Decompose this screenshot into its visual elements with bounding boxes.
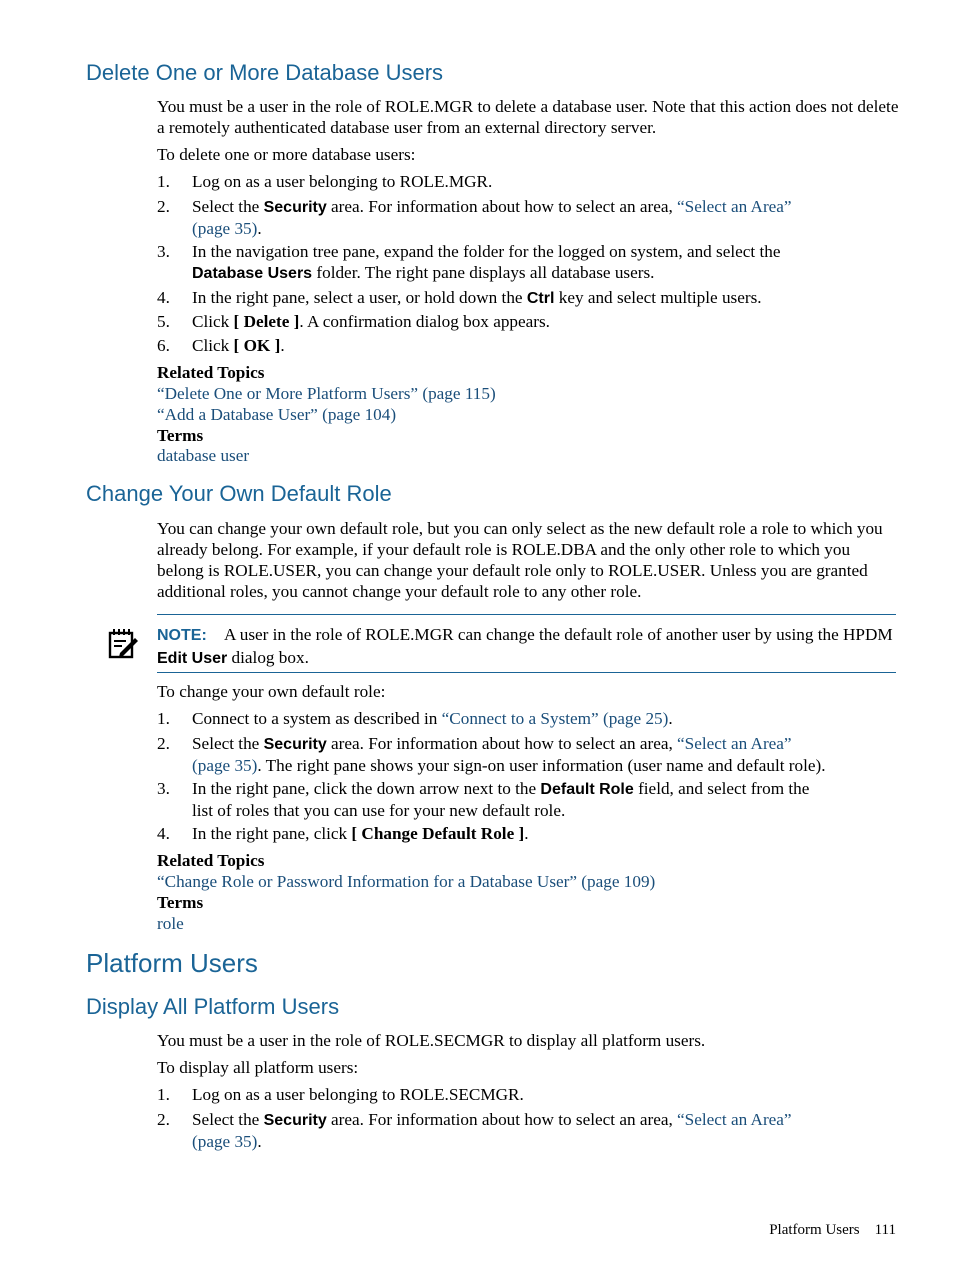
- section-title-delete-db-users: Delete One or More Database Users: [86, 60, 444, 85]
- link-add-database-user[interactable]: “Add a Database User” (page 104): [157, 405, 397, 424]
- link-select-area[interactable]: “Select an Area”: [677, 197, 792, 216]
- ui-term: Security: [263, 1112, 327, 1129]
- step-number: 2.: [157, 1110, 170, 1129]
- step-number: 2.: [157, 734, 170, 753]
- ui-term: Ctrl: [526, 290, 555, 307]
- note-box: NOTE: A user in the role of ROLE.MGR can change the default role of another user by using the HPDM Edit User dialog box.: [157, 625, 893, 667]
- ui-term: Security: [263, 199, 327, 216]
- link-page-35[interactable]: (page 35): [192, 756, 258, 775]
- section2-intro: You can change your own default role, but you can only select as the new default role a role to which you already belong. For example, if your default role is ROLE.DBA and the only other role to which you belong is ROLE.USER, you can change your default role only to ROLE.USER. Unless you are granted additional roles, you cannot change your default role to any other role.: [157, 519, 883, 601]
- step-text: In the right pane, select a user, or hold down the Ctrl key and select multiple users.: [192, 288, 762, 307]
- step-text: In the navigation tree pane, expand the folder for the logged on system, and select the Database Users folder. The right pane displays all database users.: [192, 242, 781, 282]
- footer-section-name: Platform Users: [769, 1222, 860, 1238]
- section1-intro: You must be a user in the role of ROLE.MGR to delete a database user. Note that this action does not delete a remotely authenticated database user from an external directory server.: [157, 97, 899, 137]
- ui-term: Default Role: [540, 781, 634, 798]
- step-text: In the right pane, click the down arrow next to the Default Role field, and select from the list of roles that you can use for your new default role.: [192, 779, 810, 820]
- link-select-area[interactable]: “Select an Area”: [677, 734, 792, 753]
- step-text: In the right pane, click [ Change Default Role ].: [192, 824, 529, 843]
- section-title-change-default-role: Change Your Own Default Role: [86, 481, 392, 506]
- ui-term: Edit User: [157, 650, 228, 667]
- section1-lead: To delete one or more database users:: [157, 145, 416, 164]
- terms-label: Terms: [157, 893, 204, 912]
- ui-term: Database Users: [192, 265, 313, 282]
- step-text: Select the Security area. For information about how to select an area, “Select an Area” (page 35). The right pane shows your sign-on user information (user name and default role).: [192, 734, 826, 775]
- note-label: NOTE:: [157, 627, 207, 644]
- step-number: 4.: [157, 288, 170, 307]
- link-page-35[interactable]: (page 35): [192, 219, 258, 238]
- ui-term: [ OK ]: [233, 336, 281, 355]
- step-number: 1.: [157, 1085, 170, 1104]
- step-number: 3.: [157, 779, 170, 798]
- ui-term: Security: [263, 736, 327, 753]
- ui-term: [ Delete ]: [233, 312, 300, 331]
- page-number: 111: [874, 1222, 896, 1238]
- step-number: 6.: [157, 336, 170, 355]
- note-pencil-icon: [106, 627, 140, 661]
- step-text: Log on as a user belonging to ROLE.SECMGR.: [192, 1085, 524, 1104]
- link-page-35[interactable]: (page 35): [192, 1132, 258, 1151]
- page-footer: [769, 1222, 896, 1239]
- link-term-database-user[interactable]: database user: [157, 446, 250, 465]
- step-number: 3.: [157, 242, 170, 261]
- note-top-rule: [157, 614, 896, 615]
- related-topics-label: Related Topics: [157, 363, 265, 382]
- section3-intro: You must be a user in the role of ROLE.SECMGR to display all platform users.: [157, 1031, 706, 1050]
- step-number: 1.: [157, 709, 170, 728]
- terms-label: Terms: [157, 426, 204, 445]
- note-bottom-rule: [157, 672, 896, 673]
- step-text: Click [ Delete ]. A confirmation dialog box appears.: [192, 312, 550, 331]
- step-number: 1.: [157, 172, 170, 191]
- step-number: 2.: [157, 197, 170, 216]
- step-text: Connect to a system as described in “Connect to a System” (page 25).: [192, 709, 673, 728]
- step-text: Select the Security area. For information about how to select an area, “Select an Area” (page 35).: [192, 197, 792, 238]
- related-topics-label: Related Topics: [157, 851, 265, 870]
- step-text: Click [ OK ].: [192, 336, 285, 355]
- link-change-role-password[interactable]: “Change Role or Password Information for a Database User” (page 109): [157, 872, 656, 891]
- section-title-display-platform-users: Display All Platform Users: [86, 994, 340, 1019]
- step-number: 4.: [157, 824, 170, 843]
- step-number: 5.: [157, 312, 170, 331]
- link-select-area[interactable]: “Select an Area”: [677, 1110, 792, 1129]
- chapter-title-platform-users: Platform Users: [86, 948, 258, 978]
- step-text: Log on as a user belonging to ROLE.MGR.: [192, 172, 493, 191]
- link-connect-system[interactable]: “Connect to a System” (page 25): [441, 709, 669, 728]
- link-delete-platform-users[interactable]: “Delete One or More Platform Users” (page 115): [157, 384, 496, 403]
- section2-lead: To change your own default role:: [157, 682, 386, 701]
- step-text: Select the Security area. For information about how to select an area, “Select an Area” (page 35).: [192, 1110, 792, 1151]
- section3-lead: To display all platform users:: [157, 1058, 359, 1077]
- link-term-role[interactable]: role: [157, 914, 184, 933]
- ui-term: [ Change Default Role ]: [351, 824, 525, 843]
